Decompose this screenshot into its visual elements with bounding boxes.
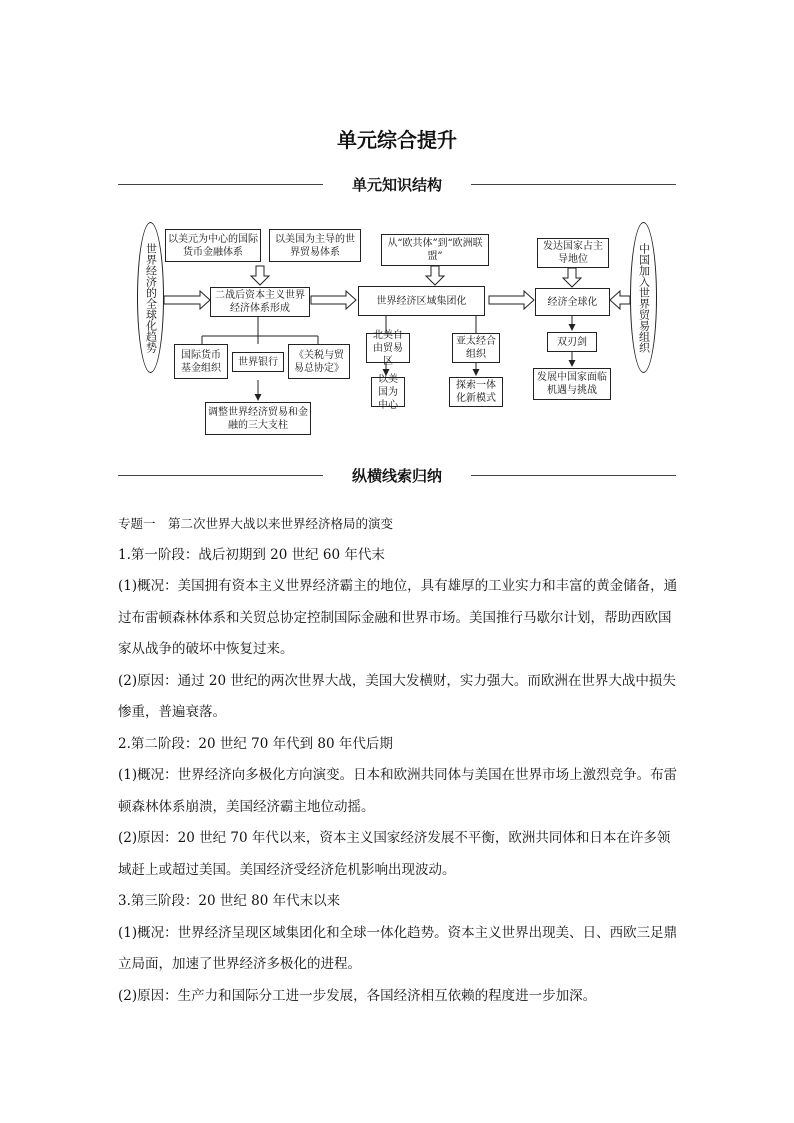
box-explore-model: 探索一体化新模式 <box>449 377 503 407</box>
box-three-pillars: 调整世界经济贸易和金融的三大支柱 <box>205 402 311 435</box>
stage1-overview: (1)概况：美国拥有资本主义世界经济霸主的地位，具有雄厚的工业实力和丰富的黄金储备，通过布雷顿森林体系和关贸总协定控制国际金融和世界市场。美国推行马歇尔计划，帮助西欧国家从战争的破坏中恢复过来。 <box>118 578 678 657</box>
box-imf: 国际货币基金组织 <box>174 344 228 379</box>
hollow-arrow-middle <box>311 291 356 309</box>
box-world-bank: 世界银行 <box>232 352 284 372</box>
box-developing-challenge: 发展中国家面临机遇与挑战 <box>533 368 611 400</box>
oval-globalization-trend: 世界经济的全球化趋势 <box>137 222 164 373</box>
section-label: 单元知识结构 <box>351 176 442 194</box>
divider-right <box>471 475 676 476</box>
box-developed-dominant: 发达国家占主导地位 <box>537 238 609 268</box>
stage2-heading: 2.第二阶段：20 世纪 70 年代到 80 年代后期 <box>118 735 393 752</box>
stage2-overview: (1)概况：世界经济向多极化方向演变。日本和欧洲共同体与美国在世界市场上激烈竞争。布雷顿森林体系崩溃，美国经济霸主地位动摇。 <box>118 767 678 815</box>
box-apec: 亚太经合组织 <box>452 333 500 363</box>
section-heading-clues <box>118 466 676 486</box>
hollow-arrow-developed <box>563 268 581 287</box>
box-gatt: 《关税与贸易总协定》 <box>288 344 350 379</box>
box-nafta: 北美自由贸易区 <box>366 333 410 363</box>
box-postwar-system: 二战后资本主义世界经济体系形成 <box>210 287 310 317</box>
box-economic-globalization: 经济全球化 <box>535 288 610 316</box>
body-content <box>118 508 678 1012</box>
section-label: 纵横线索归纳 <box>351 467 442 485</box>
stage3-overview: (1)概况：世界经济呈现区域集团化和全球一体化趋势。资本主义世界出现美、日、西欧三足鼎立局面，加速了世界经济多极化的进程。 <box>118 924 678 972</box>
stage3-heading: 3.第三阶段：20 世纪 80 年代末以来 <box>118 893 341 909</box>
divider-left <box>118 475 323 476</box>
page-title: 单元综合提升 <box>337 128 457 152</box>
box-trade-system: 以美国为主导的世界贸易体系 <box>269 229 361 262</box>
stage2-reason: (2)原因：20 世纪 70 年代以来，资本主义国家经济发展不平衡，欧洲共同体和日本在许多领域赶上或超过美国。美国经济受经济危机影响出现波动。 <box>118 830 671 878</box>
stage1-reason: (2)原因：通过 20 世纪的两次世界大战，美国大发横财，实力强大。而欧洲在世界大战中损失惨重，普遍衰落。 <box>118 672 676 720</box>
box-us-center: 以美国为中心 <box>371 377 405 407</box>
topic-heading: 专题一 第二次世界大战以来世界经济格局的演变 <box>118 516 394 531</box>
stage3-reason: (2)原因：生产力和国际分工进一步发展，各国经济相互依赖的程度进一步加深。 <box>118 987 597 1004</box>
hollow-arrow-left <box>164 291 210 309</box>
oval-china-wto: 中国加入世界贸易组织 <box>630 222 657 373</box>
hollow-arrow-right <box>489 291 534 309</box>
box-double-edged: 双刃剑 <box>547 332 597 352</box>
hollow-arrow-ec <box>426 266 444 285</box>
knowledge-structure-diagram <box>0 0 794 460</box>
stage1-heading: 1.第一阶段：战后初期到 20 世纪 60 年代末 <box>118 546 385 563</box>
box-monetary-system: 以美元为中心的国际货币金融体系 <box>165 229 261 262</box>
hollow-arrow-down <box>251 266 269 285</box>
box-regional-grouping: 世界经济区域集团化 <box>358 286 485 316</box>
box-ec-to-eu: 从“欧共体”到“欧洲联盟” <box>381 234 489 266</box>
hollow-arrow-china <box>610 291 630 309</box>
